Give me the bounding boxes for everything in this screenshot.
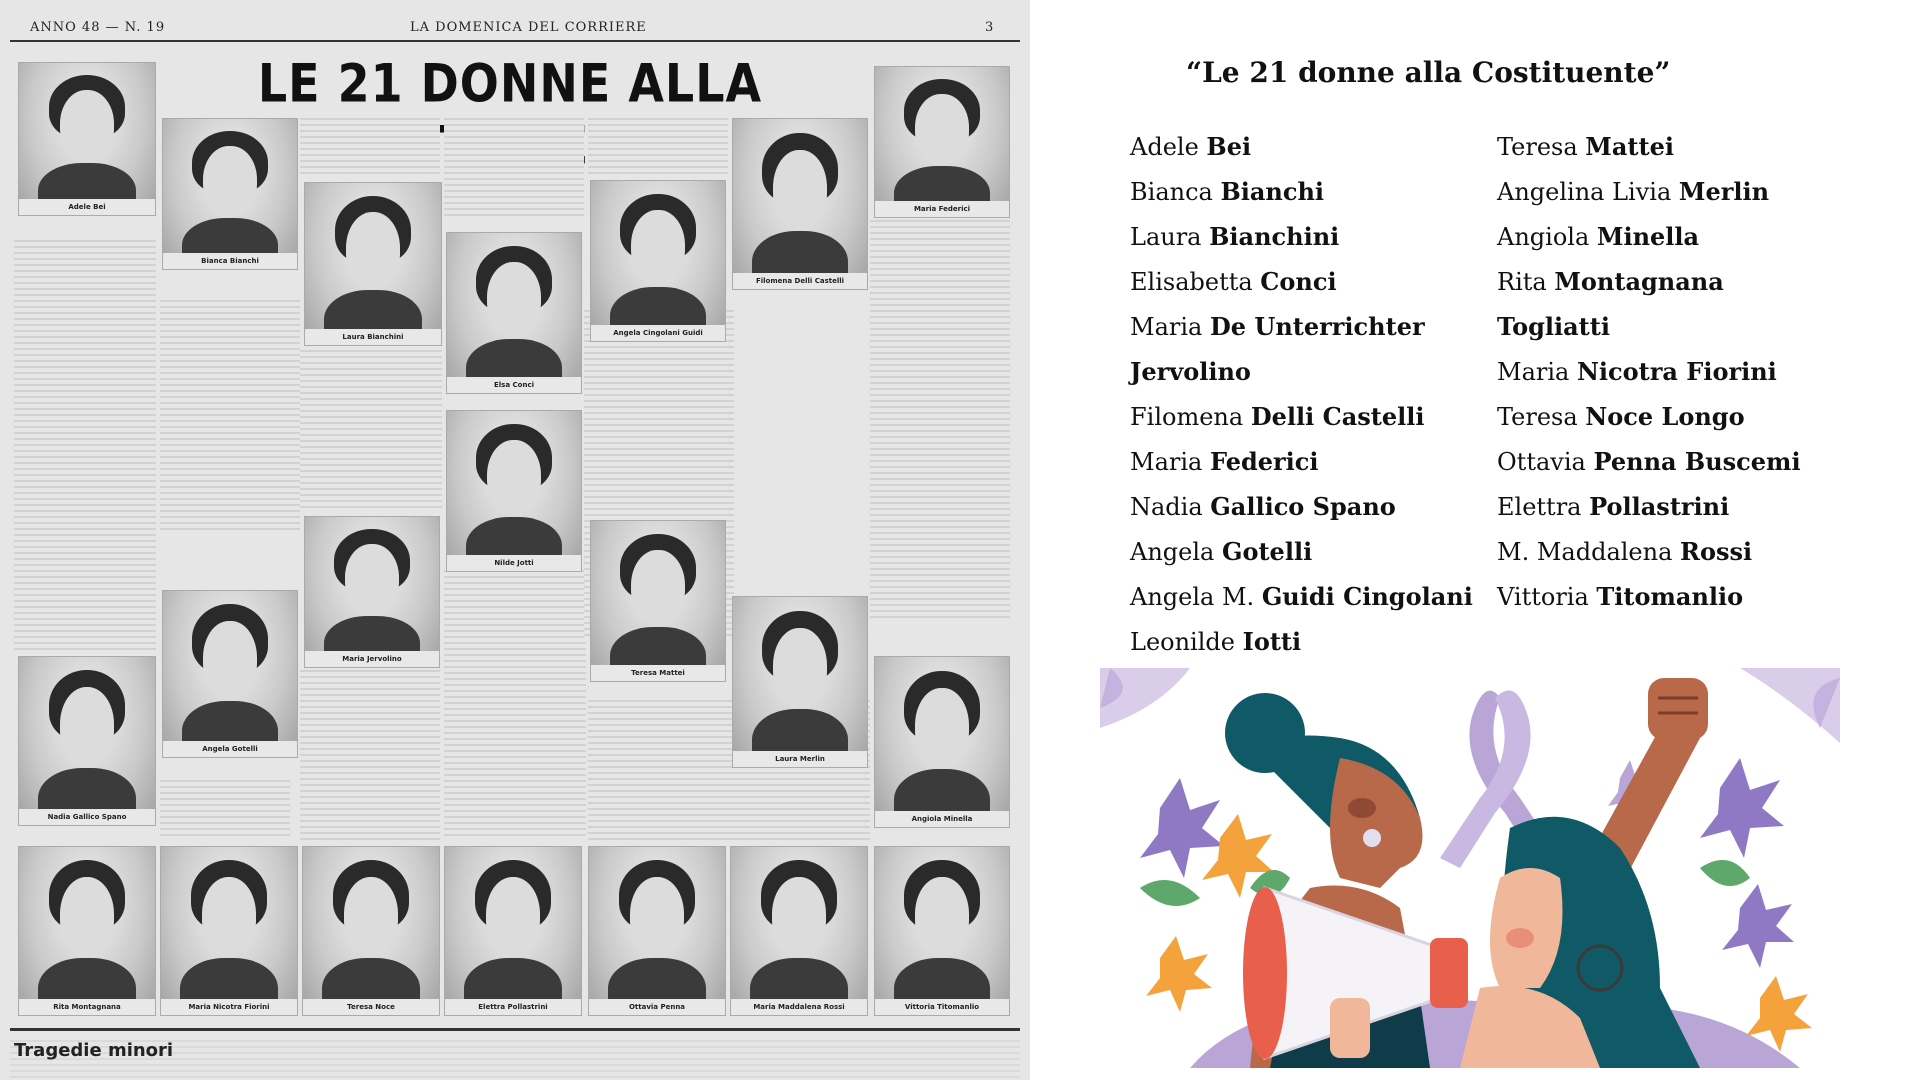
- name-entry: [1497, 484, 1801, 529]
- names-column-left: [1130, 124, 1473, 664]
- surname: Federici: [1209, 447, 1319, 476]
- first-name: Laura: [1130, 223, 1210, 251]
- portrait-photo: Laura Bianchini: [304, 182, 442, 346]
- portrait-photo: Filomena Delli Castelli: [732, 118, 868, 290]
- name-entry: [1130, 259, 1473, 304]
- name-entry: [1497, 349, 1801, 394]
- article-column: [870, 220, 1010, 620]
- article-column: [300, 118, 440, 178]
- portrait-photo: Rita Montagnana: [18, 846, 156, 1016]
- name-entry: [1497, 259, 1801, 304]
- names-column-right: [1497, 124, 1801, 619]
- name-entry: [1130, 169, 1473, 214]
- first-name: Rita: [1497, 268, 1555, 296]
- surname: Mattei: [1585, 132, 1674, 161]
- surname: Bianchini: [1209, 222, 1340, 251]
- surname: Gotelli: [1221, 537, 1313, 566]
- issue-number: ANNO 48 — N. 19: [30, 20, 166, 35]
- newspaper-header: [0, 12, 1030, 42]
- surname: Gallico Spano: [1210, 492, 1396, 521]
- portrait-photo: Maria Nicotra Fiorini: [160, 846, 298, 1016]
- portrait-photo: Angiola Minella: [874, 656, 1010, 828]
- name-entry: [1130, 394, 1473, 439]
- name-entry: [1497, 304, 1801, 349]
- first-name: Elettra: [1497, 493, 1590, 521]
- name-entry: [1497, 394, 1801, 439]
- name-entry: [1130, 349, 1473, 394]
- surname: Bei: [1206, 132, 1252, 161]
- article-column: [444, 570, 586, 840]
- article-column: [300, 670, 440, 840]
- first-name: Vittoria: [1497, 583, 1597, 611]
- article-column: [444, 118, 584, 218]
- newspaper-headline: LE 21 DONNE ALLA: [257, 52, 763, 115]
- portrait-photo: Laura Merlin: [732, 596, 868, 768]
- woman-figure-right: [1460, 817, 1700, 1068]
- name-entry: [1130, 214, 1473, 259]
- first-name: Angiola: [1497, 223, 1597, 251]
- first-name: Maria: [1130, 448, 1210, 476]
- surname: Conci: [1260, 267, 1337, 296]
- surname: Penna Buscemi: [1593, 447, 1801, 476]
- surname: Minella: [1596, 222, 1700, 251]
- flower-icon: [1100, 668, 1190, 728]
- portrait-photo: Vittoria Titomanlio: [874, 846, 1010, 1016]
- article-column: [588, 700, 730, 840]
- surname: Bianchi: [1220, 177, 1325, 206]
- portrait-photo: Maria Federici: [874, 66, 1010, 218]
- surname: Jervolino: [1130, 357, 1251, 386]
- name-entry: [1130, 304, 1473, 349]
- portrait-photo: Teresa Mattei: [590, 520, 726, 682]
- first-name: Teresa: [1497, 403, 1586, 431]
- surname: De Unterrichter: [1209, 312, 1425, 341]
- portrait-photo: Maria Jervolino: [304, 516, 440, 668]
- surname: Nicotra Fiorini: [1576, 357, 1777, 386]
- first-name: Angelina Livia: [1497, 178, 1679, 206]
- portrait-photo: Elettra Pollastrini: [444, 846, 582, 1016]
- first-name: Filomena: [1130, 403, 1251, 431]
- name-entry: [1497, 169, 1801, 214]
- first-name: Bianca: [1130, 178, 1221, 206]
- header-rule: [10, 40, 1020, 42]
- first-name: Maria: [1130, 313, 1210, 341]
- surname: Rossi: [1680, 537, 1753, 566]
- portrait-photo: Angela Cingolani Guidi: [590, 180, 726, 342]
- first-name: Teresa: [1497, 133, 1586, 161]
- name-entry: [1130, 439, 1473, 484]
- first-name: Elisabetta: [1130, 268, 1261, 296]
- surname: Merlin: [1678, 177, 1770, 206]
- footer-rule: [10, 1028, 1020, 1031]
- first-name: Angela: [1130, 538, 1222, 566]
- women-megaphone-illustration: [1100, 668, 1840, 1068]
- first-name: Angela M.: [1130, 583, 1262, 611]
- surname: Noce Longo: [1585, 402, 1745, 431]
- surname: Iotti: [1242, 627, 1302, 656]
- first-name: Maria: [1497, 358, 1577, 386]
- portrait-photo: Angela Gotelli: [162, 590, 298, 758]
- surname: Titomanlio: [1596, 582, 1744, 611]
- name-entry: [1130, 484, 1473, 529]
- newspaper-name: LA DOMENICA DEL CORRIERE: [410, 20, 647, 35]
- name-entry: [1130, 574, 1473, 619]
- portrait-photo: Nadia Gallico Spano: [18, 656, 156, 826]
- name-entry: [1497, 214, 1801, 259]
- article-column: [160, 780, 290, 840]
- portrait-photo: Elsa Conci: [446, 232, 582, 394]
- portrait-photo: Ottavia Penna: [588, 846, 726, 1016]
- name-entry: [1497, 439, 1801, 484]
- first-name: M. Maddalena: [1497, 538, 1681, 566]
- first-name: Adele: [1130, 133, 1207, 161]
- name-entry: [1497, 574, 1801, 619]
- first-name: Ottavia: [1497, 448, 1594, 476]
- portrait-photo: Nilde Jotti: [446, 410, 582, 572]
- first-name: Nadia: [1130, 493, 1211, 521]
- name-entry: [1497, 529, 1801, 574]
- list-title: “Le 21 donne alla Costituente”: [1186, 56, 1671, 89]
- article-column: [588, 118, 728, 178]
- surname: Delli Castelli: [1250, 402, 1425, 431]
- first-name: Leonilde: [1130, 628, 1243, 656]
- article-column: [300, 350, 442, 510]
- name-entry: [1130, 529, 1473, 574]
- portrait-photo: Bianca Bianchi: [162, 118, 298, 270]
- name-entry: [1497, 124, 1801, 169]
- flower-icon: [1740, 668, 1840, 743]
- name-entry: [1130, 619, 1473, 664]
- portrait-photo: Adele Bei: [18, 62, 156, 216]
- article-column: [14, 240, 156, 650]
- surname: Togliatti: [1497, 312, 1610, 341]
- surname: Pollastrini: [1589, 492, 1730, 521]
- article-column: [160, 300, 300, 530]
- portrait-photo: Teresa Noce: [302, 846, 440, 1016]
- bottom-section-title: Tragedie minori: [14, 1040, 174, 1061]
- name-entry: [1130, 124, 1473, 169]
- portrait-photo: Maria Maddalena Rossi: [730, 846, 868, 1016]
- surname: Guidi Cingolani: [1261, 582, 1473, 611]
- page-number: 3: [985, 20, 994, 35]
- surname: Montagnana: [1554, 267, 1724, 296]
